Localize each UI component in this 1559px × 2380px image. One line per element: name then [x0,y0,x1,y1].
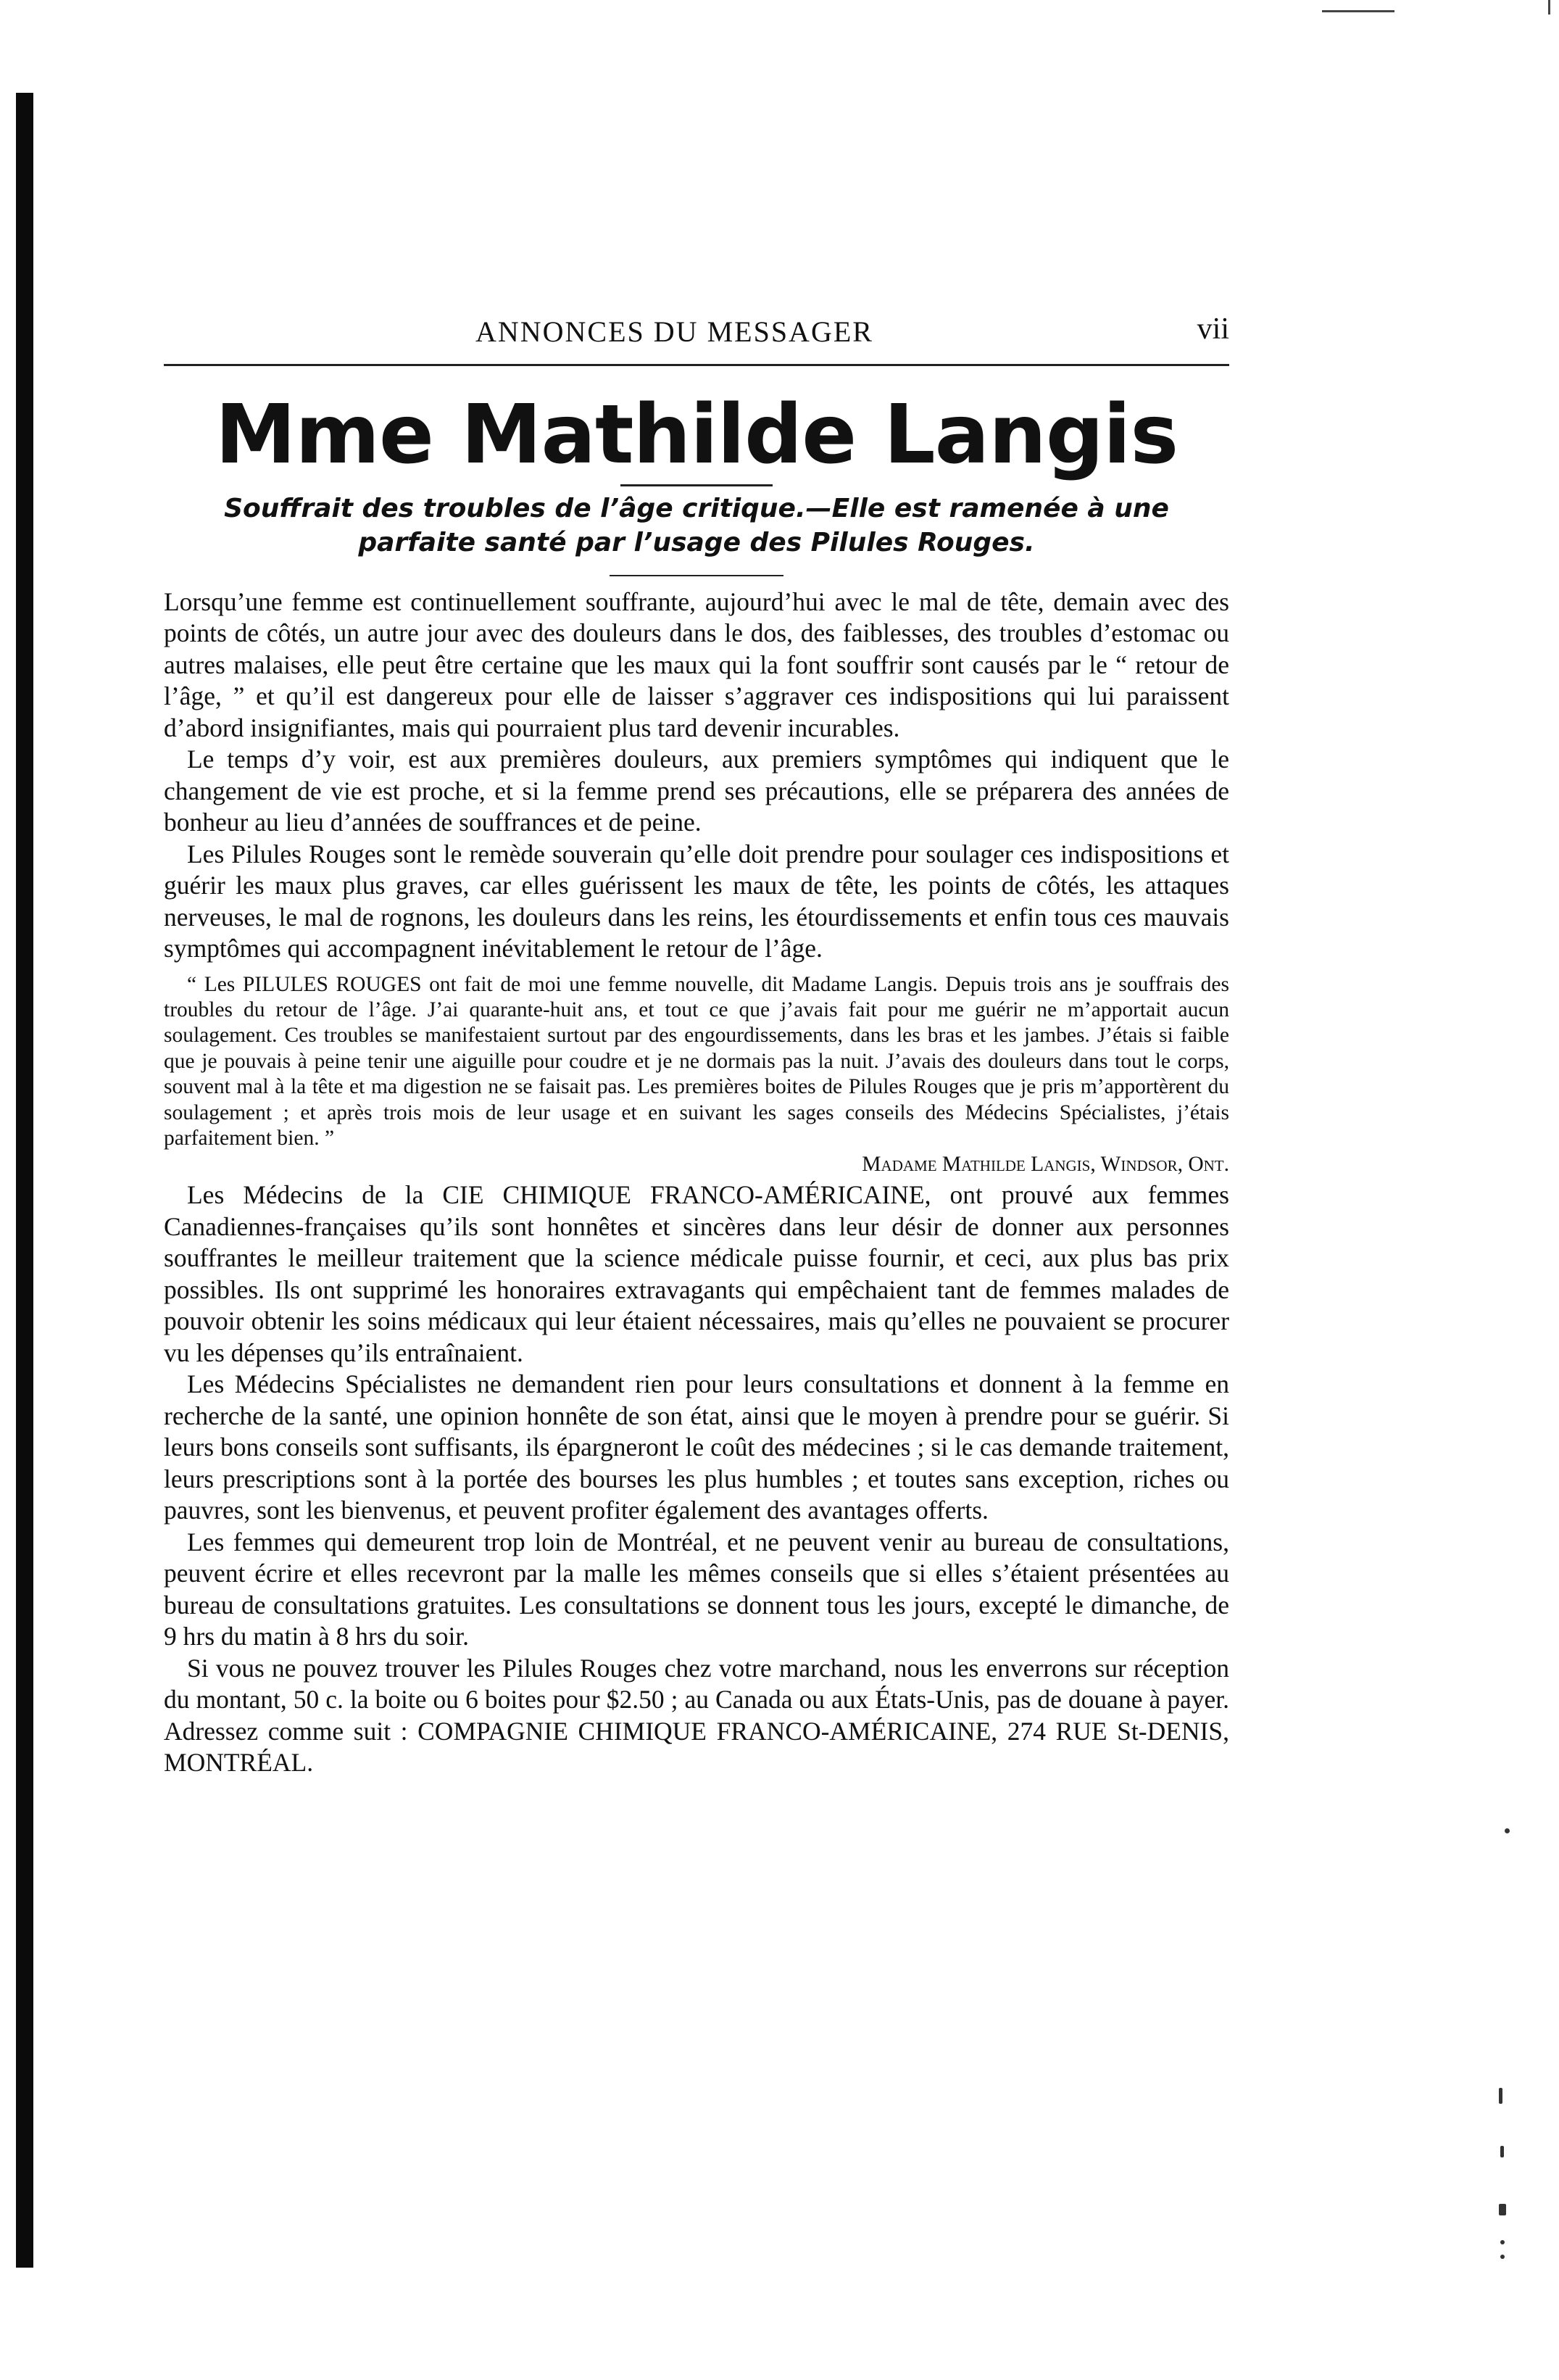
testimonial-text: “ Les PILULES ROUGES ont fait de moi une femme nouvelle, dit Madame Langis. Depuis trois ans je souffrais des troubles du retour de l’âge. J’ai quarante-huit ans, et tout ce que j’avais fait pour me guérir ne m’apportait aucun soulagement. Ces troubles se manifestaient surtout par des engourdissements, dans les bras et les jambes. J’étais si faible que je pouvais à peine tenir une aiguille pour coudre et je ne dormais pas la nuit. J’avais des douleurs dans tout le corps, souvent mal à la tête et ma digestion ne se faisait pas. Les premières boites de Pilules Rouges que je pris m’apportèrent du soulagement ; et après trois mois de leur usage et en suivant les sages conseils des Médecins Spécialistes, j’étais parfaitement bien. ” [164,972,1229,1150]
headline-rule [620,484,773,486]
paragraph: Si vous ne pouvez trouver les Pilules Rouges chez votre marchand, nous les enverrons sur réception du montant, 50 c. la boite ou 6 boites pour $2.50 ; au Canada ou aux États-Unis, pas de douane à payer. Adressez comme suit : COMPAGNIE CHIMIQUE FRANCO-AMÉRICAINE, 274 RUE St-DENIS, MONTRÉAL. [164,1653,1229,1778]
testimonial-signature: Madame Mathilde Langis, Windsor, Ont. [862,1153,1229,1177]
subheadline: Souffrait des troubles de l’âge critique.—Elle est ramenée à une parfaite santé par l’usage des Pilules Rouges. [224,494,1169,557]
running-title: ANNONCES DU MESSAGER [475,315,873,348]
paragraph: Le temps d’y voir, est aux premières douleurs, aux premiers symptômes qui indiquent que le changement de vie est proche, et si la femme prend ses précautions, elle se préparera des années de bonheur au lieu d’années de souffrances et de peine. [164,745,1229,837]
page-number: vii [1197,312,1229,346]
scan-speck [1500,2255,1505,2259]
closing-body [164,1179,1229,1778]
header-rule [164,364,1229,366]
document-page [164,312,1229,1779]
paragraph: Les Pilules Rouges sont le remède souverain qu’elle doit prendre pour soulager ces indispositions et guérir les maux plus graves, car elles guérissent les maux de tête, les points de côtés, les attaques nerveuses, le mal de rognons, les douleurs dans les reins, les étourdissements et enfin tous ces mauvais symptômes qui accompagnent inévitablement le retour de l’âge. [164,839,1229,963]
scan-edge-shadow [16,93,33,2268]
scan-speck [1499,2204,1506,2215]
scan-speck [1505,1828,1510,1833]
scan-speck [1500,2146,1504,2157]
paragraph: Les Médecins Spécialistes ne demandent rien pour leurs consultations et donnent à la femme en recherche de la santé, une opinion honnête de son état, ainsi que le moyen à prendre pour se guérir. Si leurs bons conseils sont suffisants, ils épargneront le coût des médecines ; si le cas demande traitement, leurs prescriptions sont à la portée des bourses les plus humbles ; et toutes sans exception, riches ou pauvres, sont les bienvenus, et peuvent profiter également des avantages offerts. [164,1369,1229,1525]
section-rule [610,575,783,576]
scan-corner-tick [1548,0,1550,14]
scan-corner-mark [1322,10,1394,12]
testimonial [164,972,1229,1152]
scan-speck [1500,2240,1505,2244]
paragraph: Les femmes qui demeurent trop loin de Montréal, et ne peuvent venir au bureau de consultations, peuvent écrire et elles recevront par la malle les mêmes conseils que si elles s’étaient présentées au bureau de consultations gratuites. Les consultations se donnent tous les jours, excepté le dimanche, de 9 hrs du matin à 8 hrs du soir. [164,1527,1229,1651]
paragraph: Les Médecins de la CIE CHIMIQUE FRANCO-AMÉRICAINE, ont prouvé aux femmes Canadiennes-françaises qu’ils sont honnêtes et sincères dans leur désir de donner aux personnes souffrantes le meilleur traitement que la science médicale puisse fournir, et ceci, aux plus bas prix possibles. Ils ont supprimé les honoraires extravagants qui empêchaient tant de femmes malades de pouvoir obtenir les soins médicaux qui leur étaient nécessaires, mais qu’elles ne pouvaient se procurer vu les dépenses qu’ils entraînaient. [164,1180,1229,1367]
article-body [164,586,1229,965]
headline: Mme Mathilde Langis [215,388,1178,482]
page-header [164,312,1229,362]
scan-speck [1499,2088,1502,2104]
paragraph: Lorsqu’une femme est continuellement souffrante, aujourd’hui avec le mal de tête, demain avec des points de côtés, un autre jour avec des douleurs dans le dos, des faiblesses, des troubles d’estomac ou autres malaises, elle peut être certaine que les maux qui la font souffrir sont causés par le “ retour de l’âge, ” et qu’il est dangereux pour elle de laisser s’aggraver ces indispositions qui lui paraissent d’abord insignifiantes, mais qui pourraient plus tard devenir incurables. [164,586,1229,742]
